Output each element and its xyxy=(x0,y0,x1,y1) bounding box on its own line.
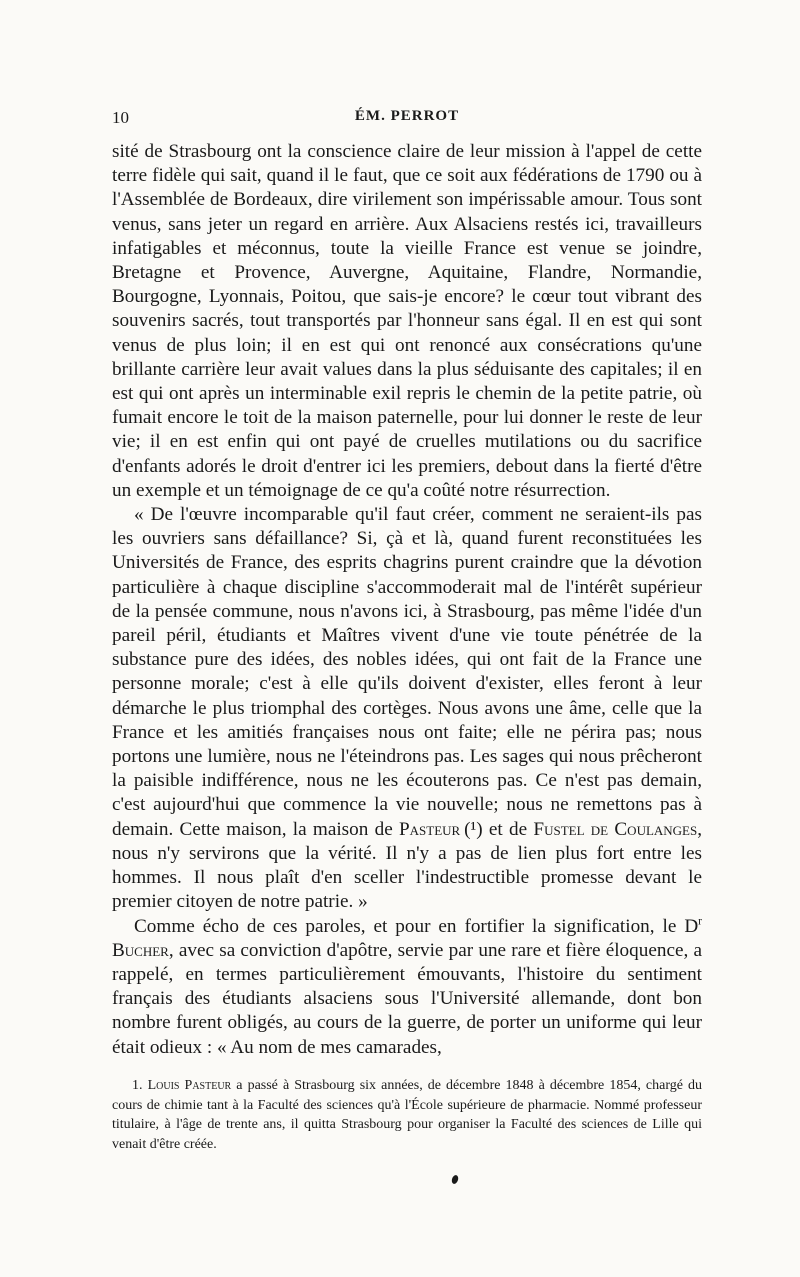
running-head: ÉM. PERROT xyxy=(354,108,460,124)
paragraph-2-text-c: , nous n'y servirons que la vérité. Il n'y a pas de lien plus fort entre les hommes. Il nous plaît d'en sceller l'indestructible promesse devant le premier citoyen de notre patrie. » xyxy=(112,818,703,913)
page-number: 10 xyxy=(112,108,129,127)
paragraph-2-text: « De l'œuvre incomparable qu'il faut créer, comment ne seraient-ils pas les ouvriers sans défaillance? Si, çà et là, quand furent reconstituées les Universités de France, des esprits chagrins purent craindre que la dévotion particulière à chaque discipline s'accommoderait mal de l'intérêt supérieur de la pensée commune, nous n'avons ici, à Strasbourg, pas même l'idée d'un pareil péril, étudiants et Maîtres vivent d'une vie toute pénétrée de la substance pure des idées, des nobles idées, qui ont fait de la France une personne morale; c'est à elle qu'ils doivent d'exister, elles feront à leur démarche le plus triomphal des cortèges. Nous avons une âme, celle que la France et les amitiés françaises nous ont faite; elle ne périra pas; nous portons une lumière, nous ne l'éteindrons pas. Les sages qui nous prêcheront la paisible indifférence, nous ne les écouterons pas. Ce n'est pas demain, c'est aujourd'hui que commence la vie nouvelle; nous ne remettons pas à demain. Cette maison, la maison de xyxy=(112,504,702,840)
footnote-1 xyxy=(112,1076,702,1154)
ornament-mark xyxy=(451,1174,460,1185)
paragraph-2-text-b: et de xyxy=(482,818,528,840)
paragraph-2 xyxy=(112,503,702,914)
name-bucher: Bucher xyxy=(112,939,169,961)
paragraph-3-text-b: , avec sa conviction d'apôtre, servie par une rare et fière éloquence, a rappelé, en termes particulièrement émouvants, l'histoire du sentiment français des étudiants alsaciens sous l'Université allemande, dont bon nombre furent obligés, au cours de la guerre, de porter un uniforme qui leur était odieux : « Au nom de mes camarades, xyxy=(112,939,702,1058)
main-text xyxy=(112,140,702,1060)
footnote-marker: 1. xyxy=(132,1078,143,1093)
paragraph-1-text: sité de Strasbourg ont la conscience claire de leur mission à l'appel de cette terre fidèle qui sait, quand il le faut, que ce soit aux fédérations de 1790 ou à l'Assemblée de Bordeaux, dire virilement son impérissable amour. Tous sont venus, sans jeter un regard en arrière. Aux Alsaciens restés ici, travailleurs infatigables et méconnus, toute la vieille France est venue se joindre, Bretagne et Provence, Auvergne, Aquitaine, Flandre, Normandie, Bourgogne, Lyonnais, Poitou, que sais-je encore? le cœur tout vibrant des souvenirs sacrés, tout transportés par l'honneur sans égal. Il en est qui sont venus de plus loin; il en est qui ont renoncé aux consécrations qu'une brillante carrière leur avait values dans la plus séduisante des capitales; il en est qui ont après un interminable exil repris le chemin de la petite patrie, où fumait encore le toit de la maison paternelle, pour lui donner le reste de leur vie; il en est enfin qui ont payé de cruelles mutilations ou du sacrifice d'enfants adorés le droit d'entrer ici les premiers, debout dans la fierté d'être un exemple et un témoignage de ce qu'a coûté notre résurrection. xyxy=(112,141,702,501)
name-pasteur: Pasteur xyxy=(399,818,461,840)
doctor-abbrev: D xyxy=(684,915,699,937)
footnote-text: a passé à Strasbourg six années, de décembre 1848 à décembre 1854, chargé du cours de chimie tant à la Faculté des sciences qu'à l'École supérieure de pharmacie. Nommé professeur titulaire, à l'âge de trente ans, il quitta Strasbourg pour organiser la Faculté des sciences de Lille qui venait d'être créée. xyxy=(112,1078,703,1152)
page-header xyxy=(112,108,702,132)
footnotes xyxy=(112,1076,702,1154)
doctor-abbrev-sup: r xyxy=(698,915,703,928)
paragraph-3-text: Comme écho de ces paroles, et pour en fortifier la signification, le xyxy=(134,915,677,937)
paragraph-1 xyxy=(112,140,702,503)
paragraph-3 xyxy=(112,915,702,1060)
footnote-name: Louis Pasteur xyxy=(147,1078,232,1093)
name-fustel-de-coulanges: Fustel de Coulanges xyxy=(533,818,698,840)
footnote-ref: (¹) xyxy=(464,818,483,840)
